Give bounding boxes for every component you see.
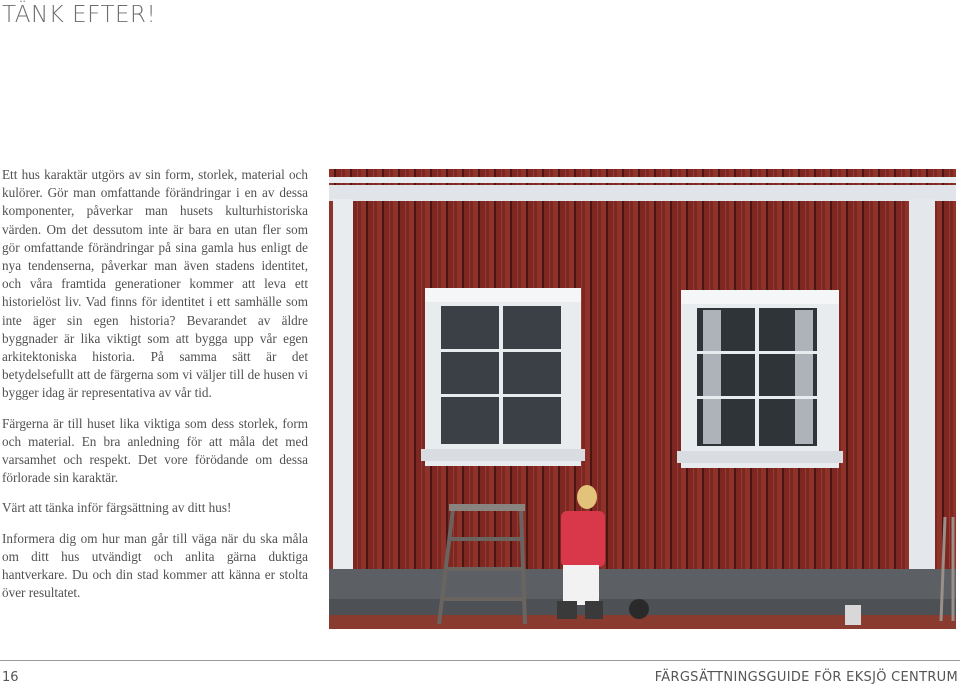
- house-photo: [329, 169, 956, 629]
- body-text: [2, 166, 308, 614]
- page-number: 16: [2, 670, 19, 685]
- page-title: TÄNK EFTER!: [2, 2, 157, 28]
- house-photo-illustration: [329, 169, 956, 629]
- footer-title: FÄRGSÄTTNINGSGUIDE FÖR EKSJÖ CENTRUM: [654, 670, 958, 685]
- footer-rule: [0, 660, 960, 661]
- paragraph-intro: Ett hus karaktär utgörs av sin form, storlek, material och kulörer. Gör man omfattande förändringar i en av dessa komponenter, påverkar man husets kulturhistoriska värden. Om det dessutom inte är bara en utan fler som gör omfattande förändringar på sina gamla hus enligt de nya tendenserna, påverkar man även stadens identitet, och våra framtida generationer kommer att leva ett historielöst liv. Vad finns för identitet i ett samhälle som inte äger sin egen historia? Bevarandet av äldre byggnader är lika viktigt som att bygga upp vår egen arkitektoniska historia. På samma sätt är det betydelsefullt att de färgerna som vi väljer till de husen vi bygger idag är representativa av vår tid.: [2, 167, 308, 401]
- paragraph-colors: Färgerna är till huset lika viktiga som dess storlek, form och material. En bra anledning för att måla det med varsamhet och respekt. Det vore förödande om dessa förlorade sin karaktär.: [2, 415, 308, 486]
- paragraph-advice: Informera dig om hur man går till väga när du ska måla om ditt hus utvändigt och anlita gärna duktiga hantverkare. Du och din stad kommer att känna er stolta över resultatet.: [2, 530, 308, 601]
- paragraph-heading: Värt att tänka inför färgsättning av ditt hus!: [2, 500, 232, 516]
